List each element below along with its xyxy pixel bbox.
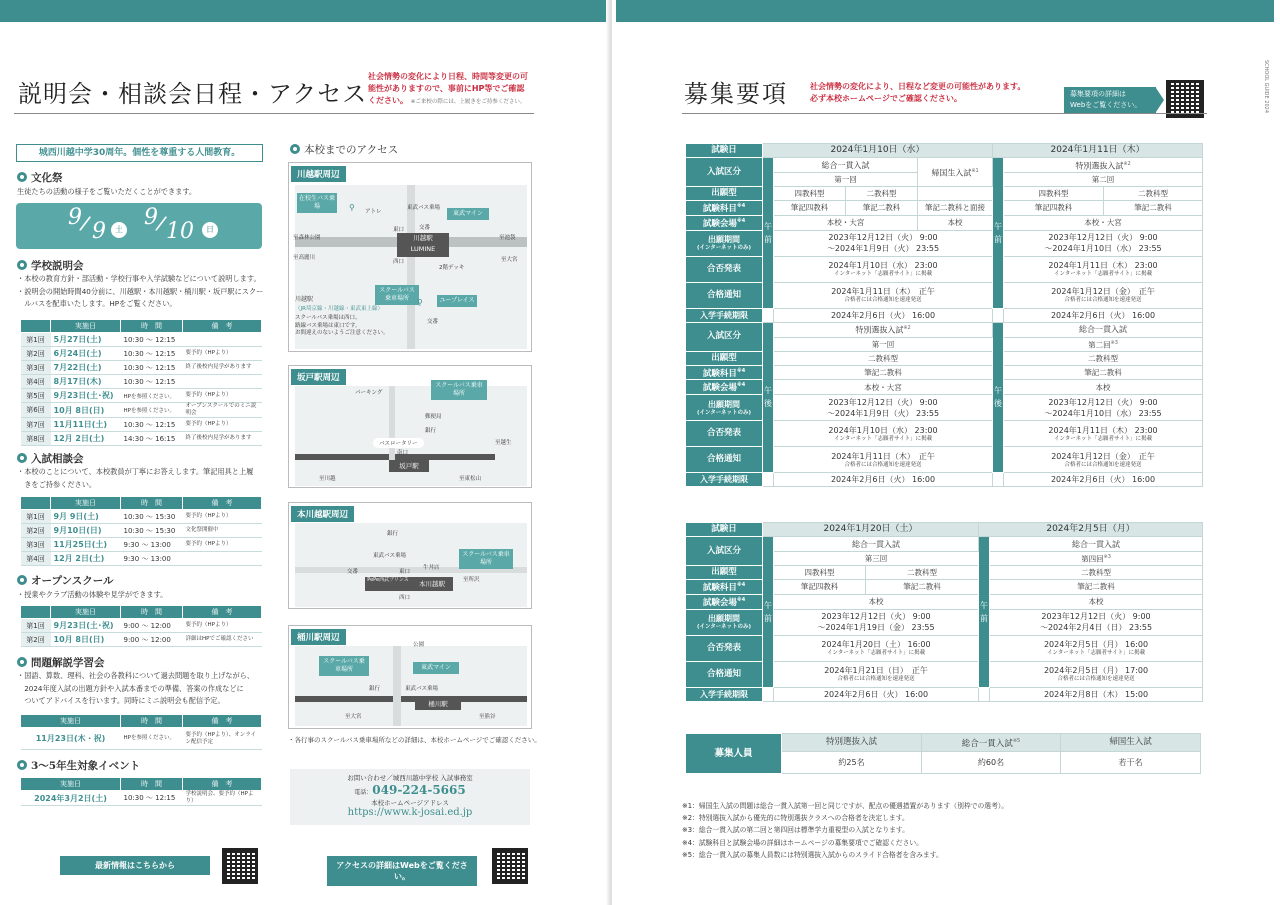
pm-label: 午後	[763, 322, 774, 473]
kawagoe-map: 川越駅周辺 川越駅 LUMINE 在校生バス乗場 アトレ 東武バス乗場 東武マイン 東口 交番 至森林公園 至池袋 至高麗川 至大宮 西口 2階デッキ スクールバス乗車場所 ユープレイス 交番 川越駅 （JR埼京線・川越線・東武東上線） スクールバス乗場は西口、 路線バス乗場は東口です。 お間違えのないようご注意ください。 ⚲ ⚲	[288, 162, 532, 352]
open-school-table: 実施日 時 間 備 考 第1回 9月23日(土･祝) 9:00 ～ 12:00 要予約（HPより） 第2回 10月 8日(日) 9:00 ～ 12:00 詳細はHPでご確認ください	[20, 605, 262, 647]
tobu-mine-tag: 東武マイン	[413, 662, 459, 674]
arrow-right-icon	[1156, 88, 1164, 112]
study-table: 実施日 時 間 備 考 11月23日(木・祝) HPを参照ください。 要予約（HPより）、オンライン配信予定	[20, 714, 262, 750]
circle-bullet-icon	[17, 260, 27, 270]
am-label: 午前	[979, 537, 990, 688]
briefing-table: 実施日 時 間 備 考 第1回 5月27日(土) 10:30 ～ 12:15 第2回 6月24日(土) 10:30 ～ 12:15 要予約（HPより） 第3回 7月22日(土) 10:30 ～ 12:15 終了後校内見学があります 第4回 8月17日(木) 10:30 ～ 12:15 第5回 9月23日(土･祝) HPを参照ください。 要予約（HPより） 第6回 10月 8日(日) HPを参照ください。 オープンスクールでのミニ説明会 第7回 11月11日(土) 10:30 ～ 12:15 要予約（HPより） 第8回 12月 2日(土) 14:30 ～ 16:15 終了後校内見学があります	[20, 319, 262, 446]
anniversary-banner: 城西川越中学30周年。個性を尊重する人間教育。	[16, 144, 263, 162]
festival-date-box: 9 / 9 土 9 / 10 日	[16, 203, 262, 249]
top-band	[616, 0, 1274, 22]
briefing-desc: ・本校の教育方針・部活動・学校行事や入学試験などについて説明します。 ・説明会の開始時間40分前に、川越駅・本川越駅・桶川駅・坂戸駅にスクー ルバスを配車いたします。HPをご覧ください。	[17, 274, 264, 308]
map-note: ・各行事のスクールバス乗車場所などの詳細は、本校ホームページでご確認ください。	[288, 736, 541, 744]
map-pin-icon: ⚲	[417, 298, 423, 307]
contact-box: お問い合わせ／城西川越中学校 入試事務室 電話：049-224-5665 本校ホームページアドレス https://www.k-josai.ed.jp	[290, 769, 530, 825]
table-row: 第1回 9月23日(土･祝) 9:00 ～ 12:00 要予約（HPより）	[21, 619, 262, 633]
am-label: 午前	[763, 158, 774, 309]
station-label: 川越駅 LUMINE	[397, 233, 449, 257]
event-heading: 3～5年生対象イベント	[17, 758, 140, 773]
honkawagoe-map: 本川越駅周辺 PePe西武プリンス 本川越駅 銀行 東武バス乗場 スクールバス乗車場所 交番 東口 牛丼店 西口 至所沢	[288, 502, 532, 609]
study-heading: 問題解説学習会	[17, 655, 105, 670]
open-school-heading: オープンスクール	[17, 573, 114, 588]
web-detail-box[interactable]: 募集要項の詳細は Webをご覧ください。	[1064, 87, 1156, 113]
table-row: 第2回 10月 8日(日) 9:00 ～ 12:00 詳細はHPでご確認ください	[21, 633, 262, 647]
am-label: 午前	[763, 537, 774, 688]
table-row: 第2回 9月10日(日) 10:30 ～ 15:30 文化祭開催中	[21, 524, 262, 538]
ueplace-tag: ユープレイス	[437, 295, 477, 307]
qr-code-icon[interactable]	[222, 848, 258, 884]
top-band	[0, 0, 606, 22]
circle-bullet-icon	[17, 657, 27, 667]
station-label: 本川越駅	[411, 577, 453, 591]
bus-stop-tag: 在校生バス乗場	[297, 193, 337, 213]
festival-heading: 文化祭	[17, 170, 63, 185]
school-url[interactable]: https://www.k-josai.ed.jp	[347, 807, 473, 818]
table-row: 第1回 5月27日(土) 10:30 ～ 12:15	[21, 333, 262, 347]
table-row: 第7回 11月11日(土) 10:30 ～ 12:15 要予約（HPより）	[21, 418, 262, 432]
circle-bullet-icon	[290, 144, 300, 154]
access-detail-button[interactable]: アクセスの詳細はWebをご覧ください。	[327, 856, 477, 886]
table-row: 第4回 12月 2日(土) 9:30 ～ 13:00	[21, 552, 262, 566]
am-label: 午前	[993, 158, 1004, 309]
map-title: 川越駅周辺	[291, 166, 346, 182]
exam-table-2: 試験日 2024年1月20日（土） 2024年2月5日（月） 入試区分 午前 総合一貫入試 午前 総合一貫入試 第三回 第四回$^{※3}$ 出願型 四教科型 二教科型 二教科型 試験科目$^{※4}$ 筆記四教科 筆記二教科 筆記二教科 試験会場$^{※4}$ 本校 本校 出願期間 (インターネットのみ) 2023年12月12日（火） 9:00 ～2024年1月19日（金） 23:55 2023年12月12日（火） 9:00 ～2024年2月4日（日） 23:55 合否発表 2024年1月20日（土） 16:00 インターネット「志願者サイト」に掲載 2024年2月5日（月） 16:00 インターネット「志願者サイト」に掲載 合格通知 2024年1月21日（日） 正午 合格者には合格通知を速達発送 2024年2月5日（月） 17:00 合格者には合格通知を速達発送 入学手続期限 2024年2月6日（火） 16:00 2024年2月8日（木） 15:00	[685, 522, 1203, 702]
consult-desc: ・本校のことについて、本校教員が丁寧にお答えします。筆記用具と上履 きをご持参ください。	[17, 467, 254, 489]
school-bus-tag: スクールバス乗車場所	[431, 380, 487, 400]
sunday-badge: 日	[202, 222, 218, 238]
table-row: 第5回 9月23日(土･祝) HPを参照ください。 要予約（HPより）	[21, 389, 262, 403]
school-bus-tag: スクールバス乗車場所	[375, 285, 419, 305]
study-desc: ・国語、算数、理科、社会の各教科について過去問題を取り上げながら、 2024年度入試の出題方針や入試本番までの準備、答案の作成などに ついてアドバイスを行います。同時にミニ説明会も配信予定。	[17, 671, 255, 705]
left-page	[0, 0, 610, 905]
tobu-mine-tag: 東武マイン	[447, 208, 489, 220]
exam-table-1: 試験日 2024年1月10日（水） 2024年1月11日（木） 入試区分 午前 総合一貫入試 帰国生入試$^{※1}$ 午前 特別選抜入試$^{※2}$ 第一回 第二回 出願型 四教科型 二教科型 四教科型 二教科型 試験科目$^{※4}$ 筆記四教科 筆記二教科 筆記二教科と面接 筆記四教科 筆記二教科 試験会場$^{※4}$ 本校・大宮 本校 本校・大宮 出願期間 (インターネットのみ) 2023年12月12日（火） 9:00 ～2024年1月9日（火） 23:55 2023年12月12日（火） 9:00 ～2024年1月10日（水） 23:55 合否発表 2024年1月10日（水） 23:00 インターネット「志願者サイト」に掲載 2024年1月11日（木） 23:00 インターネット「志願者サイト」に掲載 合格通知 2024年1月11日（木） 正午 合格者には合格通知を速達発送 2024年1月12日（金） 正午 合格者には合格通知を速達発送 入学手続期限 2024年2月6日（火） 16:00 2024年2月6日（火） 16:00 入試区分 午後 特別選抜入試$^{※2}$ 午後 総合一貫入試 第一回 第二回$^{※3}$ 出願型 二教科型 二教科型 試験科目$^{※4}$ 筆記二教科 筆記二教科 試験会場$^{※4}$ 本校・大宮 本校 出願期間 (インターネットのみ) 2023年12月12日（火） 9:00 ～2024年1月9日（火） 23:55 2023年12月12日（火） 9:00 ～2024年1月10日（水） 23:55 合否発表 2024年1月10日（水） 23:00 インターネット「志願者サイト」に掲載 2024年1月11日（木） 23:00 インターネット「志願者サイト」に掲載 合格通知 2024年1月11日（木） 正午 合格者には合格通知を速達発送 2024年1月12日（金） 正午 合格者には合格通知を速達発送 入学手続期限 2024年2月6日（火） 16:00 2024年2月6日（火） 16:00	[685, 143, 1203, 487]
school-bus-tag: スクールバス乗車場所	[459, 549, 513, 569]
map-note: スクールバス乗場は西口、 路線バス乗場は東口です。 お間違えのないようご注意ください。	[295, 315, 389, 336]
table-row: 第6回 10月 8日(日) HPを参照ください。 オープンスクールでのミニ説明会	[21, 403, 262, 418]
notice: 社会情勢の変化により日程、時間等変更の可 能性がありますので、事前にHP等でご確認 ください。 ※ご来校の際には、上履きをご持参ください。	[368, 72, 528, 105]
table-row: 第2回 6月24日(土) 10:30 ～ 12:15 要予約（HPより）	[21, 347, 262, 361]
right-page	[612, 0, 1280, 905]
okegawa-map: 桶川駅周辺 桶川駅 公園 東武マイン スクールバス乗車場所 銀行 東武バス乗場 至大宮 至熊谷	[288, 625, 532, 729]
table-row: 2024年3月2日(土) 10:30 ～ 12:15 学校説明会、要予約（HPより）	[21, 791, 262, 806]
station-label: 桶川駅	[415, 698, 461, 710]
phone-number: 049-224-5665	[372, 783, 466, 797]
briefing-heading: 学校説明会	[17, 258, 84, 273]
school-bus-tag: スクールバス乗車場所	[319, 656, 369, 676]
notice: 社会情勢の変化により、日程など変更の可能性があります。 必ず本校ホームページでご確認ください。	[810, 82, 1026, 103]
map-title: 本川越駅周辺	[291, 506, 354, 522]
consult-heading: 入試相談会	[17, 451, 84, 466]
page-title: 説明会・相談会日程・アクセス	[18, 80, 368, 108]
event-table: 実施日 時 間 備 考 2024年3月2日(土) 10:30 ～ 12:15 学校説明会、要予約（HPより）	[20, 777, 262, 806]
map-title: 桶川駅周辺	[291, 629, 346, 645]
title-rule	[682, 113, 1207, 114]
pepe-label: PePe西武プリンス	[365, 577, 411, 591]
circle-bullet-icon	[17, 575, 27, 585]
table-row: 第3回 7月22日(土) 10:30 ～ 12:15 終了後校内見学があります	[21, 361, 262, 375]
saturday-badge: 土	[111, 222, 127, 238]
latest-info-button[interactable]: 最新情報はこちらから	[60, 856, 210, 875]
qr-code-icon[interactable]	[492, 848, 528, 884]
page-title: 募集要項	[684, 80, 788, 108]
table-row: 第3回 11月25日(土) 9:30 ～ 13:00 要予約（HPより）	[21, 538, 262, 552]
table-row: 第8回 12月 2日(土) 14:30 ～ 16:15 終了後校内見学があります	[21, 432, 262, 446]
festival-desc: 生徒たちの活動の様子をご覧いただくことができます。	[17, 187, 197, 196]
side-label: SCHOOL GUIDE 2024	[1263, 60, 1269, 114]
table-row: 第1回 9月 9日(土) 10:30 ～ 15:30 要予約（HPより）	[21, 510, 262, 524]
map-title: 坂戸駅周辺	[291, 369, 346, 385]
title-rule	[14, 113, 534, 114]
station-label: 坂戸駅	[389, 460, 429, 472]
footnotes: ※1：帰国生入試の問題は総合一貫入試第一回と同じですが、配点の優遇措置があります（別枠での選考）。 ※2：特別選抜入試から優先的に特別選抜クラスへの合格者を決定します。 ※3：総合一貫入試の第二回と第四回は標準学力重視型の入試となります。 ※4：試験科目と試験会場の詳細はホームページの募集要項でご確認ください。 ※5：総合一貫入試の募集人員数には特別選抜入試からのスライド合格者を含みます。	[682, 802, 1009, 859]
circle-bullet-icon	[17, 760, 27, 770]
table-row: 第4回 8月17日(木) 10:30 ～ 12:15	[21, 375, 262, 389]
open-school-desc: ・授業やクラブ活動の体験や見学ができます。	[17, 590, 168, 599]
pm-label: 午後	[993, 322, 1004, 473]
circle-bullet-icon	[17, 172, 27, 182]
quota-table: 募集人員 特別選抜入試 総合一貫入試$^{※5}$ 帰国生入試 約25名 約60名 若干名	[685, 733, 1201, 774]
map-pin-icon: ⚲	[349, 203, 355, 212]
sakado-map: 坂戸駅周辺 坂戸駅 バスロータリー 南口 パーキング 郵便局 銀行 スクールバス乗車場所 至川越 至東松山 至越生	[288, 365, 532, 488]
consult-table: 実施日 時 間 備 考 第1回 9月 9日(土) 10:30 ～ 15:30 要予約（HPより） 第2回 9月10日(日) 10:30 ～ 15:30 文化祭開催中 第3回 11月25日(土) 9:30 ～ 13:00 要予約（HPより） 第4回 12月 2日(土) 9:30 ～ 13:00	[20, 496, 262, 566]
circle-bullet-icon	[17, 453, 27, 463]
access-heading: 本校までのアクセス	[290, 142, 398, 157]
table-row: 11月23日(木・祝) HPを参照ください。 要予約（HPより）、オンライン配信予定	[21, 728, 262, 750]
